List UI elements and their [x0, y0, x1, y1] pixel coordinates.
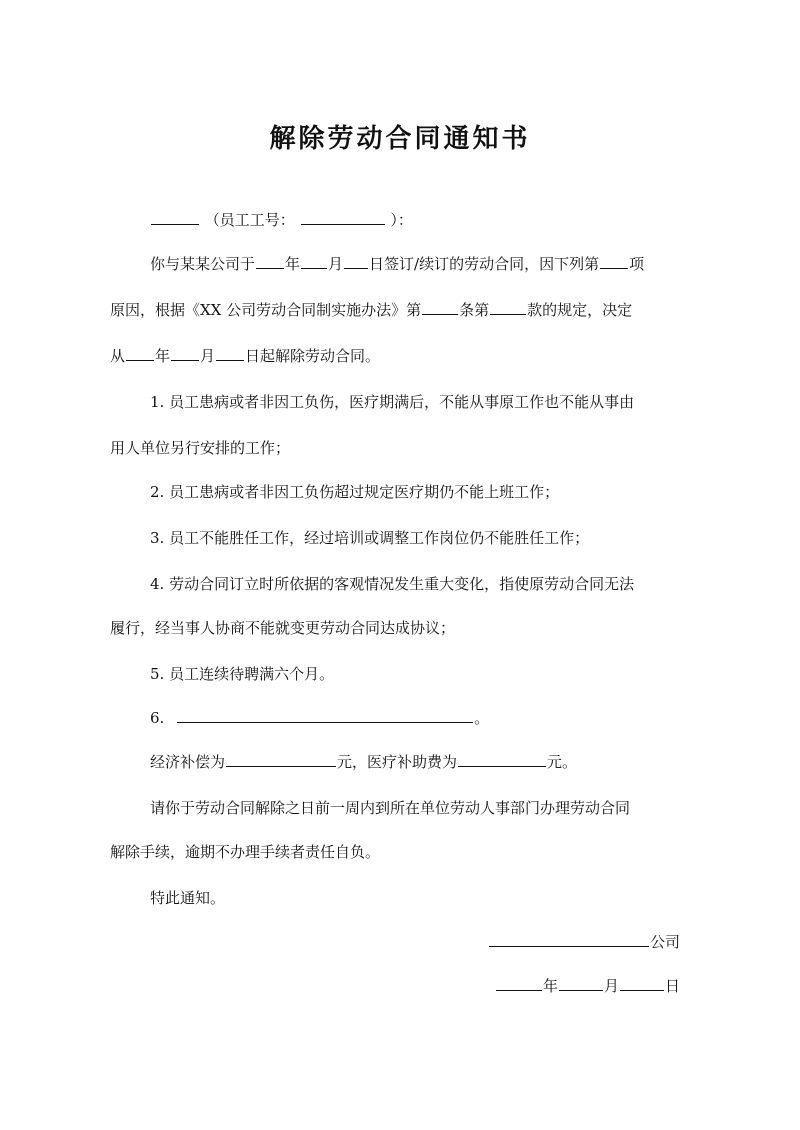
company-name-blank[interactable] [489, 932, 649, 947]
reason-1-line-2: 用人单位另行安排的工作； [110, 439, 291, 457]
reason-4-line-1: 4. 劳动合同订立时所依据的客观情况发生重大变化，指使原劳动合同无法 [150, 575, 635, 593]
end-month-blank[interactable] [171, 346, 199, 361]
notice-year-blank[interactable] [496, 976, 542, 991]
reason-2: 2. 员工患病或者非因工负伤超过规定医疗期仍不能上班工作； [150, 483, 560, 501]
reason-1-line-1: 1. 员工患病或者非因工负伤，医疗期满后，不能从事原工作也不能从事由 [150, 393, 635, 411]
document-title: 解除劳动合同通知书 [269, 124, 531, 154]
sign-year-blank[interactable] [256, 254, 284, 269]
other-reason-blank[interactable] [177, 708, 473, 723]
intro-line-3: 从 年 月 日起解除劳动合同。 [110, 347, 381, 365]
signature-company: 公司 [0, 932, 680, 952]
end-year-blank[interactable] [126, 346, 154, 361]
economic-compensation-blank[interactable] [226, 752, 336, 767]
end-day-blank[interactable] [216, 346, 244, 361]
addressee-line: （员工工号： ）： [150, 210, 700, 230]
medical-subsidy-blank[interactable] [458, 752, 546, 767]
article-blank[interactable] [422, 300, 458, 315]
notice-line-1: 请你于劳动合同解除之日前一周内到所在单位劳动人事部门办理劳动合同 [150, 799, 631, 817]
reason-6: 6. 。 [150, 709, 490, 727]
intro-line-1: 你与某某公司于 年 月 日签订/续订的劳动合同，因下列第 项 [150, 255, 645, 273]
notice-month-blank[interactable] [559, 976, 603, 991]
notice-line-2: 解除手续，逾期不办理手续者责任自负。 [110, 843, 381, 861]
reason-4-line-2: 履行，经当事人协商不能就变更劳动合同达成协议； [110, 619, 456, 637]
reason-3: 3. 员工不能胜任工作，经过培训或调整工作岗位仍不能胜任工作； [150, 529, 590, 547]
name-blank[interactable] [151, 210, 199, 225]
signature-date: 年 月 日 [0, 976, 680, 996]
employee-id-blank[interactable] [301, 210, 385, 225]
sign-month-blank[interactable] [301, 254, 327, 269]
sign-day-blank[interactable] [344, 254, 368, 269]
compensation-line: 经济补偿为 元，医疗补助费为 元。 [150, 753, 578, 771]
reason-item-blank[interactable] [600, 254, 628, 269]
intro-line-2: 原因，根据《XX 公司劳动合同制实施办法》第 条第 款的规定，决定 [110, 301, 633, 319]
clause-blank[interactable] [490, 300, 526, 315]
notice-day-blank[interactable] [620, 976, 664, 991]
reason-5: 5. 员工连续待聘满六个月。 [150, 665, 335, 683]
closing-text: 特此通知。 [150, 889, 226, 907]
